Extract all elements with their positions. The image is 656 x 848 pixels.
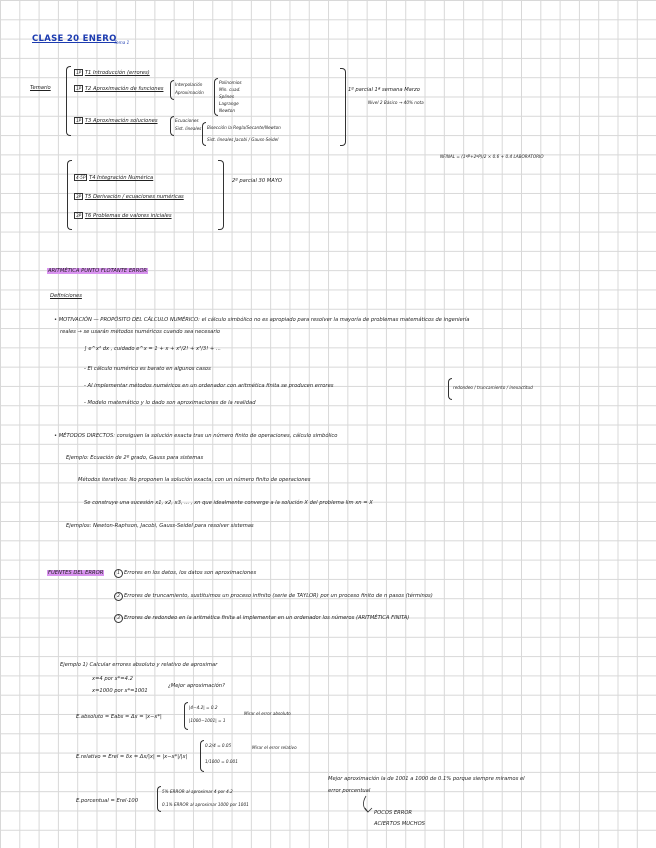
- t3-sub-1: Ecuaciones: [175, 118, 199, 123]
- abs-note: Mirar el error absoluto: [244, 711, 291, 716]
- t3-sub2-2: Sist. lineales Jacobi / Gauss-Seidel: [207, 137, 279, 142]
- abs-label: E.absoluto = Eabs = Δx = |x−x*|: [76, 714, 162, 720]
- example-line2: x=1000 por x*=1001: [92, 688, 148, 694]
- temario-t4: 4-5P T4 Integración Numérica: [76, 175, 154, 181]
- section1-bullet3: - Modelo matemático y lo dado son aproximaciones de la realidad: [84, 400, 256, 406]
- section1-integral: ∫ e^x² dx , cuidado e^x = 1 + x + x²/2! + x³/3! + ...: [84, 346, 221, 352]
- parcial1-note: Nivel 2 Básico → 40% nota: [368, 100, 424, 105]
- page-subtitle: Tema 1: [114, 40, 130, 45]
- section3-heading: FUENTES DEL ERROR: [48, 570, 104, 576]
- abs-val-1: |4−4.2| = 0.2: [189, 705, 218, 710]
- temario-t1: 1P T1 Introducción (errores): [76, 70, 150, 76]
- parcial2: 2º parcial 30 MAYO: [232, 178, 282, 184]
- section1-bullet2-side: redondeo / truncamiento / inexactitud: [453, 385, 533, 390]
- t2-sub2-2: Mín. cuad.: [219, 87, 241, 92]
- conclusion-2: error porcentual: [328, 788, 371, 794]
- pct-val-1: 5% ERROR al aproximar 4 por 4.2: [162, 789, 233, 794]
- temario-t6: 3P T6 Problemas de valores iniciales: [76, 213, 172, 219]
- section1-para1b: reales → se usarán métodos numéricos cuando sea necesario: [60, 329, 221, 335]
- section1-sub: Definiciones: [50, 293, 82, 299]
- pct-label: E.porcentual = Erel·100: [76, 798, 139, 804]
- section2-ejemplos: Ejemplos: Newton-Raphson, Jacobi, Gauss-Seidel para resolver sistemas: [66, 523, 254, 529]
- t3-sub-2: Sist. lineales: [175, 126, 202, 131]
- t2-sub2-1: Polinomios: [219, 80, 242, 85]
- example-line1: x=4 por x*=4.2: [92, 676, 133, 682]
- section2-para: • MÉTODOS DIRECTOS: consiguen la solución exacta tras un número finito de operaciones, cálculo simbólico: [54, 433, 338, 439]
- t3-sub2-1: Bisección la Regla/Secante/Newton: [207, 125, 281, 130]
- page-title: CLASE 20 ENERO: [32, 34, 117, 44]
- t2-sub2-4: Lagrange: [219, 101, 239, 106]
- section1-bullet1: - El cálculo numérico es barato en algunos casos: [84, 366, 211, 372]
- t2-sub2-5: Newton: [219, 108, 235, 113]
- t2-sub2-3: Splines: [219, 94, 235, 99]
- pct-val-2: 0.1% ERROR al aproximar 1000 por 1001: [162, 802, 249, 807]
- rel-val-1: 0.2/4 = 0.05: [205, 743, 232, 748]
- section3-item-2: 2 Errores de truncamiento, sustituimos un proceso infinito (serie de TAYLOR) por un proceso finito de n pasos (términos): [114, 592, 433, 601]
- section3-item-3: 3 Errores de redondeo en la aritmética finita al implementar en un ordenador los números (ARITMÉTICA FINITA): [114, 614, 409, 623]
- section1-para1: • MOTIVACIÓN — PROPÓSITO DEL CÁLCULO NUMÉRICO: el cálculo simbólico no es apropiado para resolver la mayoría de problemas matemáticos de ingeniería: [54, 317, 470, 323]
- abs-val-2: |1000−1001| = 1: [189, 718, 226, 723]
- example-title: Ejemplo 1) Calcular errores absoluto y relativo de aproximar: [60, 662, 218, 668]
- temario-label: Temario: [30, 85, 51, 91]
- section2-iter2: Se construye una sucesión x1, x2, x3, ... , xn que idealmente converge a la solución X del problema lim xn = X: [84, 500, 373, 506]
- final-2: ACIERTOS MUCHOS: [374, 821, 425, 827]
- section2-iterativos: Métodos iterativos: No proponen la solución exacta, con un número finito de operaciones: [78, 477, 311, 483]
- section3-item-1: 1 Errores en los datos, los datos son aproximaciones: [114, 569, 256, 578]
- temario-t5: 3P T5 Derivación / ecuaciones numéricas: [76, 194, 184, 200]
- t2-sub-1: Interpolación: [175, 82, 203, 87]
- final-grade-formula: NFINAL = (1ºP+2ºP)/2 × 0.6 + 0.4 LABORATORIO: [440, 154, 544, 159]
- parcial1: 1º parcial 1ª semana Marzo: [348, 87, 420, 93]
- rel-note: Mirar el error relativo: [252, 745, 297, 750]
- t2-sub-2: Aproximación: [175, 90, 204, 95]
- section2-ejemplo: Ejemplo: Ecuación de 2º grado, Gauss para sistemas: [66, 455, 204, 461]
- temario-t2: 1P T2 Aproximación de funciones: [76, 86, 164, 92]
- conclusion: Mejor aproximación la de 1001 a 1000 de 0.1% porque siempre miramos el: [328, 776, 525, 782]
- rel-val-2: 1/1000 = 0.001: [205, 759, 238, 764]
- section1-bullet2: - Al implementar métodos numéricos en un ordenador con aritmética finita se producen errores: [84, 383, 334, 389]
- temario-t3: 1P T3 Aproximación soluciones: [76, 118, 158, 124]
- final-1: POCOS ERROR: [374, 810, 413, 816]
- section1-heading: ARITMÉTICA PUNTO FLOTANTE ERROR: [48, 268, 148, 274]
- rel-label: E.relativo = Erel = δx = Δx/|x| = |x−x*|/|x|: [76, 754, 188, 760]
- example-question: ¿Mejor aproximación?: [168, 683, 225, 689]
